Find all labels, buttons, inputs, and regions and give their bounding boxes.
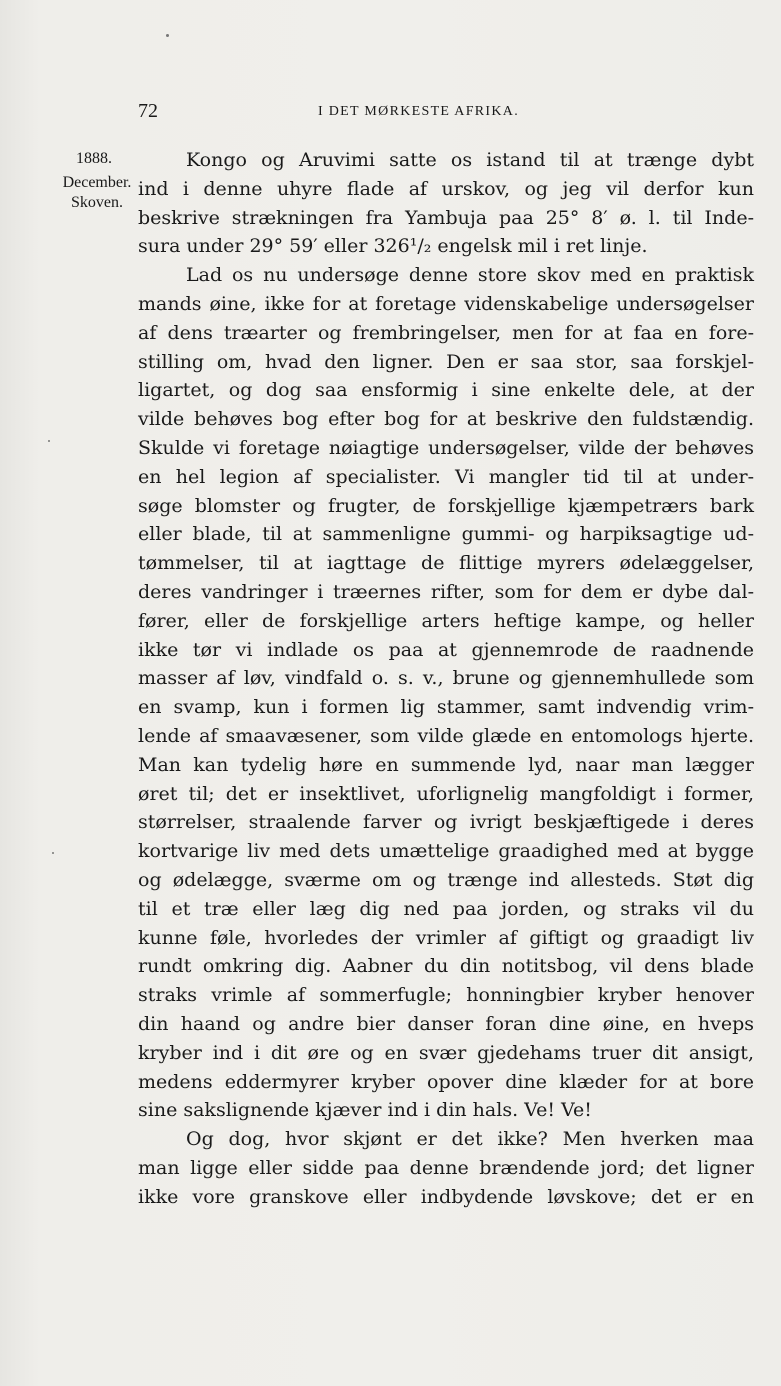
margin-note-month: December. xyxy=(62,174,132,191)
text-line: Man kan tydelig høre en summende lyd, naar man lægger xyxy=(138,753,754,776)
text-line: til et træ eller læg dig ned paa jorden, og straks vil du xyxy=(138,897,754,920)
text-line: ind i denne uhyre flade af urskov, og jeg vil derfor kun xyxy=(138,177,754,200)
text-line: rundt omkring dig. Aabner du din notitsbog, vil dens blade xyxy=(138,955,754,978)
text-line: ligartet, og dog saa ensformig i sine enkelte dele, at der xyxy=(138,379,754,402)
text-line: en hel legion af specialister. Vi mangler tid til at under- xyxy=(138,465,754,488)
text-line: tømmelser, til at iagttage de flittige myrers ødelæggelser, xyxy=(138,552,754,575)
text-line: deres vandringer i træernes rifter, som for dem er dybe dal- xyxy=(138,580,754,603)
text-line: sine sakslignende kjæver ind i din hals. Ve! Ve! xyxy=(138,1099,592,1122)
text-line: man ligge eller sidde paa denne brændende jord; det ligner xyxy=(138,1156,754,1179)
paper-speck xyxy=(48,440,50,442)
paper-speck xyxy=(52,852,54,854)
margin-note-year: 1888. xyxy=(76,150,112,167)
text-line: lende af smaavæsener, som vilde glæde en entomologs hjerte. xyxy=(138,724,754,747)
running-head xyxy=(138,100,754,124)
page-number: 72 xyxy=(138,100,158,122)
text-line: mands øine, ikke for at foretage videnskabelige undersøgelser xyxy=(138,292,754,315)
text-line: øret til; det er insektlivet, uforlignelig mangfoldigt i former, xyxy=(138,782,754,805)
text-line: kryber ind i dit øre og en svær gjedehams truer dit ansigt, xyxy=(138,1041,754,1064)
text-line: din haand og andre bier danser foran dine øine, en hveps xyxy=(138,1012,754,1035)
running-title: I DET MØRKESTE AFRIKA. xyxy=(318,104,520,119)
text-line: sura under 29° 59′ eller 326¹/₂ engelsk mil i ret linje. xyxy=(138,235,648,258)
text-line: Skulde vi foretage nøiagtige undersøgelser, vilde der behøves xyxy=(138,436,754,459)
text-line: og ødelægge, sværme om og trænge ind allesteds. Støt dig xyxy=(138,868,754,891)
text-line: ikke vore granskove eller indbydende løvskove; det er en xyxy=(138,1185,754,1208)
text-line: søge blomster og frugter, de forskjellige kjæmpetrærs bark xyxy=(138,494,754,517)
text-line: Og dog, hvor skjønt er det ikke? Men hverken maa xyxy=(186,1128,754,1151)
text-line: straks vrimle af sommerfugle; honningbier kryber henover xyxy=(138,984,754,1007)
text-line: Kongo og Aruvimi satte os istand til at trænge dybt xyxy=(186,149,754,171)
text-line: størrelser, straalende farver og ivrigt beskjæftigede i deres xyxy=(138,811,754,834)
text-line: masser af løv, vindfald o. s. v., brune og gjennemhullede som xyxy=(138,667,754,690)
text-line: Lad os nu undersøge denne store skov med en praktisk xyxy=(186,264,754,287)
text-line: kunne føle, hvorledes der vrimler af giftigt og graadigt liv xyxy=(138,926,754,949)
body-text xyxy=(138,146,754,1211)
text-line: kortvarige liv med dets umættelige graadighed med at bygge xyxy=(138,840,754,863)
text-line: stilling om, hvad den ligner. Den er saa stor, saa forskjel- xyxy=(138,350,754,373)
text-line: ikke tør vi indlade os paa at gjennemrode de raadnende xyxy=(138,638,754,661)
text-line: medens eddermyrer kryber opover dine klæder for at bore xyxy=(138,1070,754,1093)
margin-note-place: Skoven. xyxy=(71,194,123,211)
paper-speck xyxy=(166,34,169,37)
text-line: af dens træarter og frembringelser, men for at faa en fore- xyxy=(138,321,754,344)
text-line: vilde behøves bog efter bog for at beskrive den fuldstændig. xyxy=(138,408,754,431)
text-line: fører, eller de forskjellige arters heftige kampe, og heller xyxy=(138,609,754,632)
text-line: eller blade, til at sammenligne gummi- og harpiksagtige ud- xyxy=(138,523,754,546)
text-line: en svamp, kun i formen lig stammer, samt indvendig vrim- xyxy=(138,696,754,719)
text-line: beskrive strækningen fra Yambuja paa 25° 8′ ø. l. til Inde- xyxy=(138,206,754,229)
